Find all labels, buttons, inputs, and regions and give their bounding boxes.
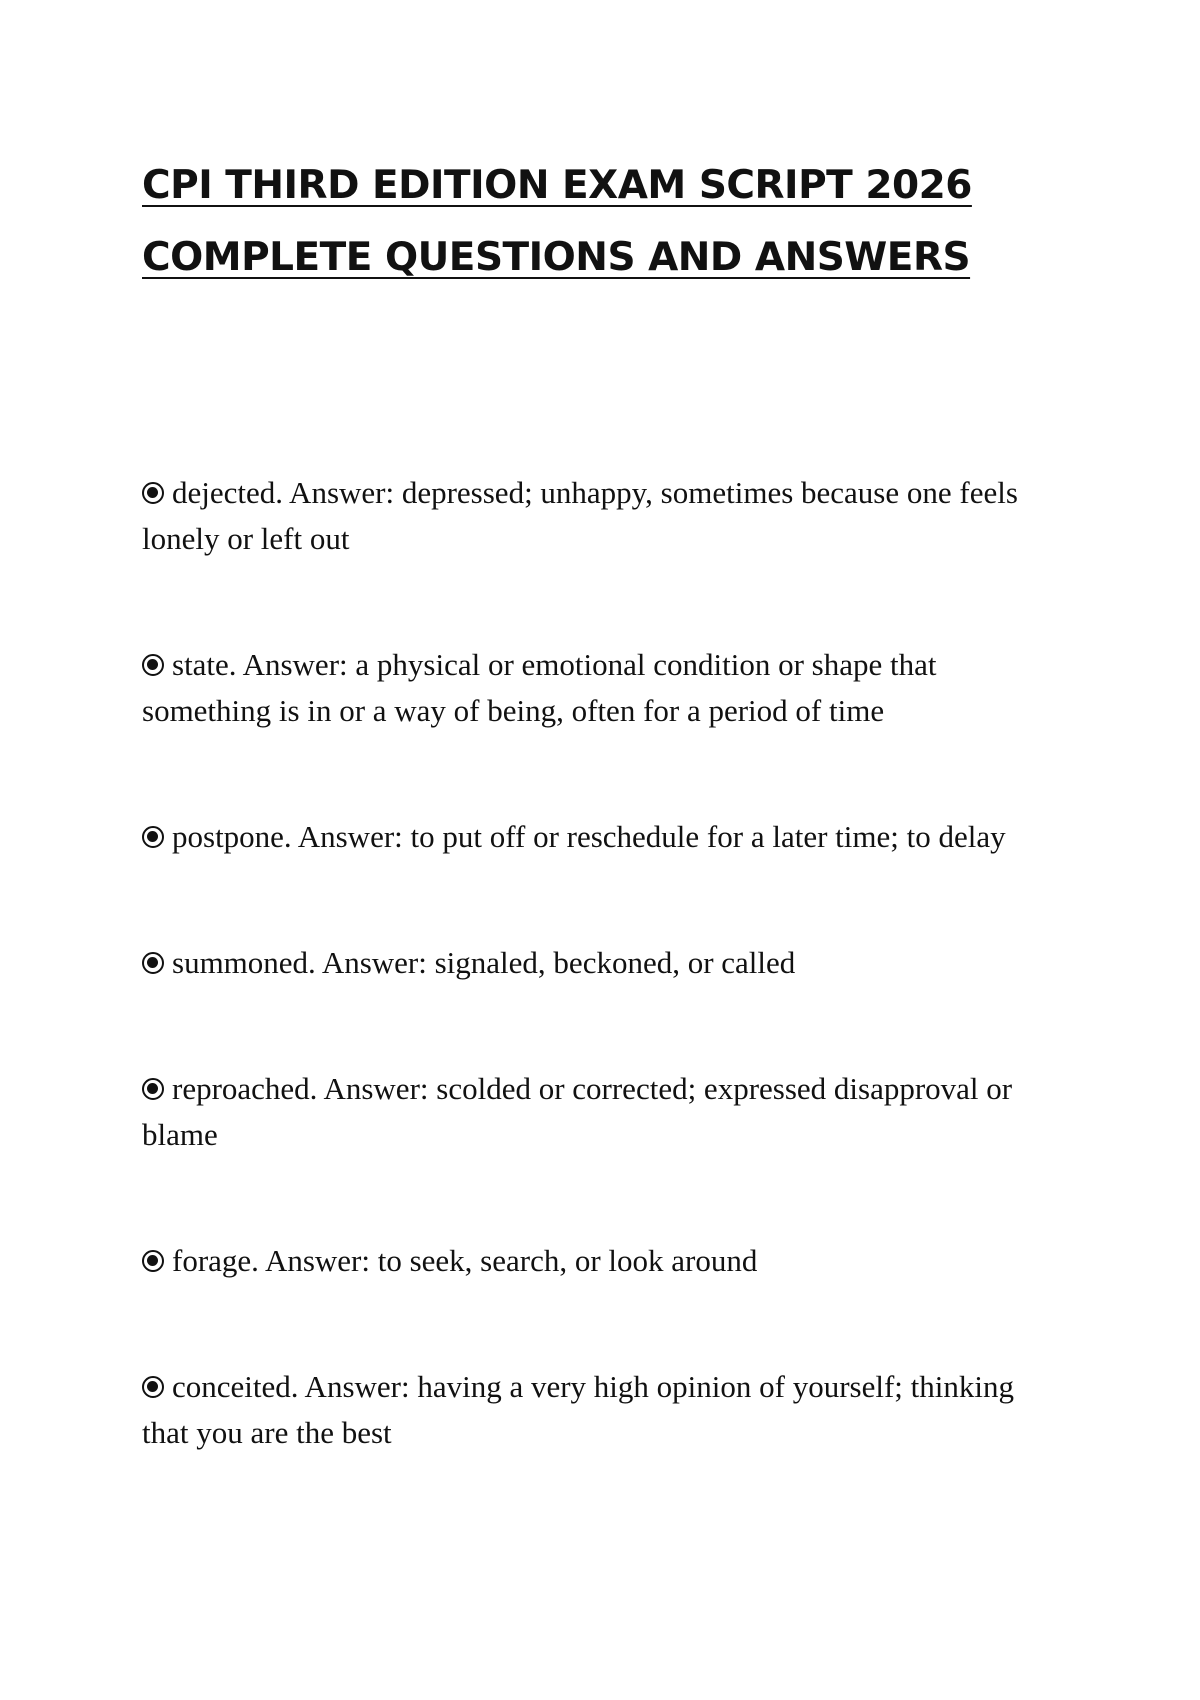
qa-text: dejected. Answer: depressed; unhappy, sometimes because one feels lonely or left out [142,475,1018,556]
qa-item-reproached [142,1066,1062,1158]
qa-text: summoned. Answer: signaled, beckoned, or called [172,945,796,980]
qa-text: state. Answer: a physical or emotional condition or shape that something is in or a way of being, often for a period of time [142,647,937,728]
qa-text: conceited. Answer: having a very high opinion of yourself; thinking that you are the best [142,1369,1014,1450]
qa-text: forage. Answer: to seek, search, or look around [172,1243,758,1278]
qa-item-dejected [142,470,1062,562]
fisheye-bullet-icon [142,952,164,974]
fisheye-bullet-icon [142,1078,164,1100]
qa-item-postpone [142,814,1062,860]
fisheye-bullet-icon [142,1250,164,1272]
qa-item-conceited [142,1364,1062,1456]
title-line-1: CPI THIRD EDITION EXAM SCRIPT 2026 [142,163,972,208]
qa-item-forage [142,1238,1062,1284]
fisheye-bullet-icon [142,1376,164,1398]
qa-text: postpone. Answer: to put off or reschedule for a later time; to delay [172,819,1006,854]
fisheye-bullet-icon [142,654,164,676]
qa-text: reproached. Answer: scolded or corrected; expressed disapproval or blame [142,1071,1013,1152]
qa-list [142,470,1062,1456]
qa-item-state [142,642,1062,734]
fisheye-bullet-icon [142,826,164,848]
fisheye-bullet-icon [142,482,164,504]
title-line-2: COMPLETE QUESTIONS AND ANSWERS [142,235,971,280]
document-title [142,150,1092,294]
qa-item-summoned [142,940,1062,986]
